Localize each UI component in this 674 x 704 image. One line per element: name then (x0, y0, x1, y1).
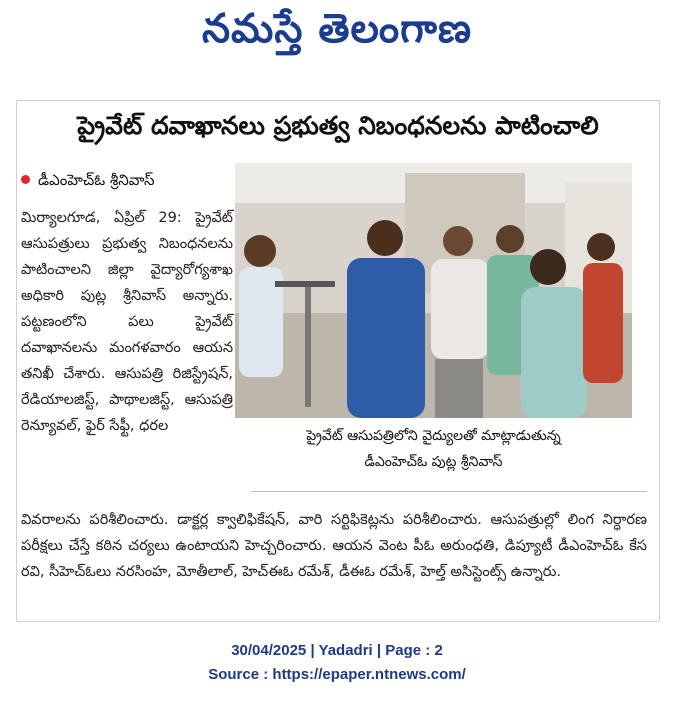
caption-divider (251, 491, 647, 492)
photo-caption-line1: ప్రైవేట్ ఆసుపత్రిలోని వైద్యులతో మాట్లాడుతున్న (306, 428, 561, 444)
news-clipping (16, 100, 660, 622)
edition-info: 30/04/2025 | Yadadri | Page : 2 (231, 642, 443, 659)
bullet-icon (21, 175, 30, 184)
photo-illustration (235, 163, 632, 418)
article-photo (235, 163, 632, 418)
photo-caption (235, 423, 632, 475)
photo-caption-line2: డీఎంహెచ్ఓ పుట్ల శ్రీనివాస్ (364, 454, 503, 470)
article-byline (21, 171, 155, 193)
newspaper-masthead: నమస్తే తెలంగాణ (201, 6, 473, 52)
article-headline: ప్రైవేట్ దవాఖానలు ప్రభుత్వ నిబంధనలను పాటించాలి (77, 111, 599, 140)
source-link[interactable]: Source : https://epaper.ntnews.com/ (208, 666, 466, 683)
article-column-text: మిర్యాలగూడ, ఏప్రిల్ 29: ప్రైవేట్ ఆసుపత్రులు ప్రభుత్వ నిబంధనలను పాటించాలని జిల్లా వైద్యారోగ్యశాఖ అధికారి పుట్ల శ్రీనివాస్ అన్నారు. పట్టణంలోని పలు ప్రైవేట్ దవాఖానలను మంగళవారం ఆయన తనిఖీ చేశారు. ఆసుపత్రి రిజిస్ట్రేషన్, రేడియాలజిస్ట్, పాథాలజిస్ట్, ఆసుపత్రి రెన్యూవల్, ఫైర్ సేఫ్టీ, ధరల (21, 210, 233, 434)
byline-text: డీఎంహెచ్ఓ శ్రీనివాస్ (38, 171, 155, 189)
article-wide-text: వివరాలను పరిశీలించారు. డాక్టర్ల క్వాలిఫికేషన్, వారి సర్టిఫికెట్లను పరిశీలించారు. ఆసుపత్రుల్లో లింగ నిర్ధారణ పరీక్షలు చేస్తే కఠిన చర్యలు ఉంటాయని హెచ్చరించారు. ఆయన వెంట పీఓ అరుంధతి, డిప్యూటీ డీఎంహెచ్ఓ కేస రవి, సీహెచ్ఓలు నరసింహ, మోతీలాల్, హెచ్ఈఓ రమేశ్, డీఈఓ రమేశ్, హెల్త్ అసిస్టెంట్స్ ఉన్నారు. (21, 512, 647, 580)
